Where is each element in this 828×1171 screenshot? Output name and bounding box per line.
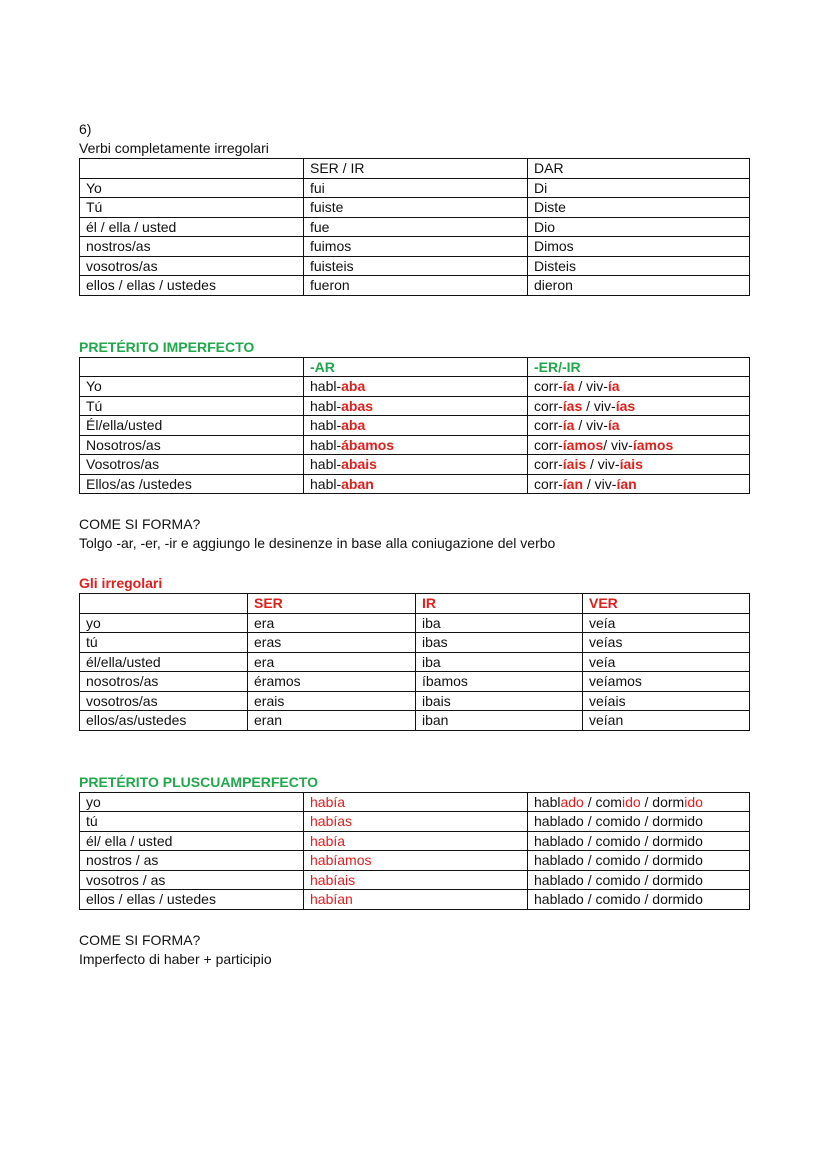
- ar-cell: [304, 435, 528, 455]
- person-cell: vosotros / as: [80, 870, 304, 890]
- ser-ir-cell: fui: [304, 178, 528, 198]
- stem: corr-: [534, 417, 563, 434]
- ir-cell: íbamos: [416, 672, 583, 692]
- table-row: [80, 851, 750, 871]
- imperfecto-table: [79, 357, 750, 495]
- stem: / viv-: [583, 475, 617, 492]
- participle-cell: hablado / comido / dormido: [528, 851, 750, 871]
- participle-cell: hablado / comido / dormido: [528, 831, 750, 851]
- ser-ir-cell: fue: [304, 217, 528, 237]
- participle-cell: hablado / comido / dormido: [528, 870, 750, 890]
- person-cell: él/ ella / usted: [80, 831, 304, 851]
- table-row: [80, 396, 750, 416]
- ser-ir-cell: fuiste: [304, 198, 528, 218]
- table-row: [80, 474, 750, 494]
- stem: corr-: [534, 456, 563, 473]
- ser-cell: éramos: [248, 672, 416, 692]
- header-cell: [80, 159, 304, 179]
- ser-cell: era: [248, 613, 416, 633]
- table-row: [80, 691, 750, 711]
- ir-cell: iban: [416, 711, 583, 731]
- person-cell: él / ella / usted: [80, 217, 304, 237]
- ser-ir-cell: fueron: [304, 276, 528, 296]
- table-row: [80, 276, 750, 296]
- ar-cell: [304, 377, 528, 397]
- ending: ías: [562, 397, 583, 414]
- ir-cell: iba: [416, 613, 583, 633]
- person-cell: vosotros/as: [80, 256, 304, 276]
- person-cell: tú: [80, 633, 248, 653]
- ending: aba: [341, 417, 366, 434]
- person-cell: yo: [80, 792, 304, 812]
- ending: ido: [621, 793, 641, 810]
- ending: abas: [341, 397, 374, 414]
- ser-cell: eran: [248, 711, 416, 731]
- person-cell: tú: [80, 812, 304, 832]
- aux-cell: habían: [304, 890, 528, 910]
- irregular-verbs-table: [79, 158, 750, 296]
- imperfecto-question: COME SI FORMA?: [79, 516, 201, 532]
- pluscuam-table: [79, 792, 750, 910]
- ending: íais: [562, 456, 587, 473]
- ar-cell: [304, 474, 528, 494]
- stem: habl-: [310, 397, 342, 414]
- header-cell-ser: SER: [248, 594, 416, 614]
- table-row: [80, 256, 750, 276]
- person-cell: yo: [80, 613, 248, 633]
- dar-cell: Di: [528, 178, 750, 198]
- person-cell: Yo: [80, 178, 304, 198]
- dar-cell: Diste: [528, 198, 750, 218]
- person-cell: ellos/as/ustedes: [80, 711, 248, 731]
- stem: / dorm: [640, 793, 685, 810]
- table-row: [80, 435, 750, 455]
- table-row: [80, 792, 750, 812]
- imperfecto-title: PRETÉRITO IMPERFECTO: [79, 338, 255, 355]
- stem: habl: [534, 793, 561, 810]
- ending: íamos: [562, 436, 604, 453]
- table-row: [80, 416, 750, 436]
- ending: íais: [619, 456, 643, 473]
- person-cell: nosotros/as: [80, 672, 248, 692]
- person-cell: nostros / as: [80, 851, 304, 871]
- person-cell: Yo: [80, 377, 304, 397]
- section-title: Verbi completamente irregolari: [79, 140, 269, 156]
- table-header-row: [80, 357, 750, 377]
- stem: / viv-: [574, 378, 608, 395]
- er-ir-cell: [528, 377, 750, 397]
- ver-cell: veíamos: [583, 672, 750, 692]
- header-cell: DAR: [528, 159, 750, 179]
- ser-ir-cell: fuisteis: [304, 256, 528, 276]
- aux-cell: habíais: [304, 870, 528, 890]
- stem: corr-: [534, 397, 563, 414]
- table-row: [80, 672, 750, 692]
- person-cell: vosotros/as: [80, 691, 248, 711]
- stem: / viv-: [603, 436, 633, 453]
- ending: íamos: [632, 436, 674, 453]
- ending: ía: [562, 378, 575, 395]
- table-row: [80, 812, 750, 832]
- ending: ían: [616, 475, 637, 492]
- ver-cell: veías: [583, 633, 750, 653]
- person-cell: Nosotros/as: [80, 435, 304, 455]
- dar-cell: dieron: [528, 276, 750, 296]
- ending: ía: [607, 417, 620, 434]
- header-cell: SER / IR: [304, 159, 528, 179]
- stem: habl-: [310, 378, 342, 395]
- irregolari-table: [79, 593, 750, 731]
- stem: habl-: [310, 456, 342, 473]
- participle-cell: [528, 792, 750, 812]
- person-cell: Vosotros/as: [80, 455, 304, 475]
- stem: habl-: [310, 417, 342, 434]
- ver-cell: veía: [583, 652, 750, 672]
- table-row: [80, 178, 750, 198]
- dar-cell: Disteis: [528, 256, 750, 276]
- person-cell: Ellos/as /ustedes: [80, 474, 304, 494]
- ending: aban: [341, 475, 374, 492]
- section-number: 6): [79, 121, 92, 137]
- ver-cell: veíais: [583, 691, 750, 711]
- ending: ías: [615, 397, 636, 414]
- aux-cell: había: [304, 831, 528, 851]
- er-ir-cell: [528, 396, 750, 416]
- participle-cell: hablado / comido / dormido: [528, 890, 750, 910]
- pluscuam-title: PRETÉRITO PLUSCUAMPERFECTO: [79, 773, 319, 790]
- pluscuam-question: COME SI FORMA?: [79, 931, 201, 948]
- table-row: [80, 870, 750, 890]
- dar-cell: Dimos: [528, 237, 750, 257]
- table-row: [80, 652, 750, 672]
- ser-ir-cell: fuimos: [304, 237, 528, 257]
- dar-cell: Dio: [528, 217, 750, 237]
- person-cell: Tú: [80, 396, 304, 416]
- aux-cell: había: [304, 792, 528, 812]
- table-row: [80, 831, 750, 851]
- ir-cell: iba: [416, 652, 583, 672]
- ver-cell: veía: [583, 613, 750, 633]
- header-cell-er-ir: -ER/-IR: [528, 357, 750, 377]
- stem: / viv-: [574, 417, 608, 434]
- ending: ía: [562, 417, 575, 434]
- ending: ado: [560, 793, 584, 810]
- stem: habl-: [310, 475, 342, 492]
- stem: / com: [583, 793, 622, 810]
- person-cell: Él/ella/usted: [80, 416, 304, 436]
- person-cell: ellos / ellas / ustedes: [80, 890, 304, 910]
- ser-cell: era: [248, 652, 416, 672]
- irregolari-title: Gli irregolari: [79, 575, 163, 591]
- table-row: [80, 633, 750, 653]
- aux-cell: habíamos: [304, 851, 528, 871]
- person-cell: nostros/as: [80, 237, 304, 257]
- table-row: [80, 217, 750, 237]
- header-cell-ver: VER: [583, 594, 750, 614]
- header-cell: [80, 594, 248, 614]
- header-cell-ar: -AR: [304, 357, 528, 377]
- imperfecto-answer: Tolgo -ar, -er, -ir e aggiungo le desinenze in base alla coniugazione del verbo: [79, 535, 556, 551]
- stem: / viv-: [586, 456, 620, 473]
- aux-cell: habías: [304, 812, 528, 832]
- stem: habl-: [310, 436, 342, 453]
- stem: corr-: [534, 436, 563, 453]
- table-row: [80, 455, 750, 475]
- ending: aba: [341, 378, 366, 395]
- table-row: [80, 377, 750, 397]
- ending: ían: [562, 475, 584, 492]
- ser-cell: erais: [248, 691, 416, 711]
- er-ir-cell: [528, 455, 750, 475]
- ser-cell: eras: [248, 633, 416, 653]
- stem: corr-: [534, 378, 563, 395]
- ver-cell: veían: [583, 711, 750, 731]
- participle-cell: hablado / comido / dormido: [528, 812, 750, 832]
- ar-cell: [304, 455, 528, 475]
- person-cell: Tú: [80, 198, 304, 218]
- pluscuam-answer: Imperfecto di haber + participio: [79, 950, 272, 967]
- er-ir-cell: [528, 474, 750, 494]
- person-cell: él/ella/usted: [80, 652, 248, 672]
- table-row: [80, 613, 750, 633]
- er-ir-cell: [528, 435, 750, 455]
- header-cell-ir: IR: [416, 594, 583, 614]
- table-row: [80, 890, 750, 910]
- table-header-row: [80, 159, 750, 179]
- ending: ía: [607, 378, 620, 395]
- stem: corr-: [534, 475, 563, 492]
- ar-cell: [304, 416, 528, 436]
- table-row: [80, 198, 750, 218]
- ir-cell: ibas: [416, 633, 583, 653]
- header-cell: [80, 357, 304, 377]
- stem: / viv-: [582, 397, 616, 414]
- er-ir-cell: [528, 416, 750, 436]
- ir-cell: ibais: [416, 691, 583, 711]
- ending: abais: [341, 456, 377, 473]
- ar-cell: [304, 396, 528, 416]
- table-row: [80, 711, 750, 731]
- person-cell: ellos / ellas / ustedes: [80, 276, 304, 296]
- ending: ido: [684, 793, 703, 810]
- document-page: [79, 120, 749, 969]
- ending: ábamos: [341, 436, 395, 453]
- table-header-row: [80, 594, 750, 614]
- table-row: [80, 237, 750, 257]
